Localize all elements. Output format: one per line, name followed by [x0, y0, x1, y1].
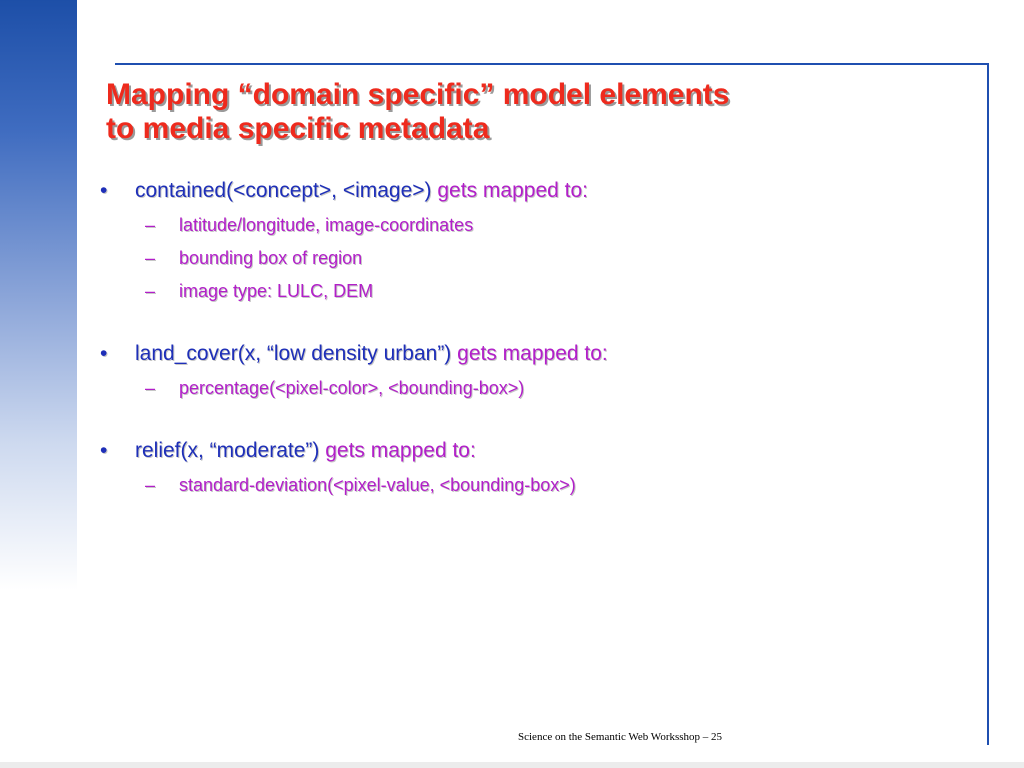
bullet-tail-text: gets mapped to: [319, 439, 476, 462]
sub-item-text: latitude/longitude, image-coordinates [179, 215, 474, 235]
sub-item-text: standard-deviation(<pixel-value, <bounding-box>) [179, 475, 576, 495]
bullet-lead-text: relief(x, “moderate”) [135, 439, 320, 462]
sub-item-text: percentage(<pixel-color>, <bounding-box>) [179, 378, 525, 398]
slide-title-line-2: to media specific metadata [106, 112, 490, 145]
bullet-item-land-cover [100, 341, 608, 367]
frame-right-line [987, 63, 989, 745]
bullet-icon: • [100, 179, 108, 202]
dash-icon: – [145, 281, 156, 301]
bullet-tail-text: gets mapped to: [451, 342, 608, 365]
slide-footer: Science on the Semantic Web Worksshop – 25 [518, 731, 723, 743]
sub-item-text: image type: LULC, DEM [179, 281, 374, 301]
slide-title [106, 78, 966, 146]
left-gradient-bar [0, 0, 77, 590]
sub-item-percentage [145, 377, 524, 399]
bullet-tail-text: gets mapped to: [431, 179, 588, 202]
sub-item-standard-deviation [145, 474, 576, 496]
sub-item-image-type [145, 280, 373, 302]
sub-item-text: bounding box of region [179, 248, 363, 268]
dash-icon: – [145, 215, 156, 235]
bullet-icon: • [100, 439, 108, 462]
bottom-strip [0, 762, 1024, 768]
dash-icon: – [145, 248, 156, 268]
bullet-icon: • [100, 342, 108, 365]
dash-icon: – [145, 378, 156, 398]
slide-title-line-1: Mapping “domain specific” model elements [106, 78, 730, 111]
bullet-item-relief [100, 438, 476, 464]
bullet-lead-text: contained(<concept>, <image>) [135, 179, 432, 202]
bullet-item-contained [100, 178, 588, 204]
sub-item-bounding-box [145, 247, 362, 269]
frame-top-line [115, 63, 989, 65]
sub-item-lat-long [145, 214, 473, 236]
bullet-lead-text: land_cover(x, “low density urban”) [135, 342, 452, 365]
dash-icon: – [145, 475, 156, 495]
